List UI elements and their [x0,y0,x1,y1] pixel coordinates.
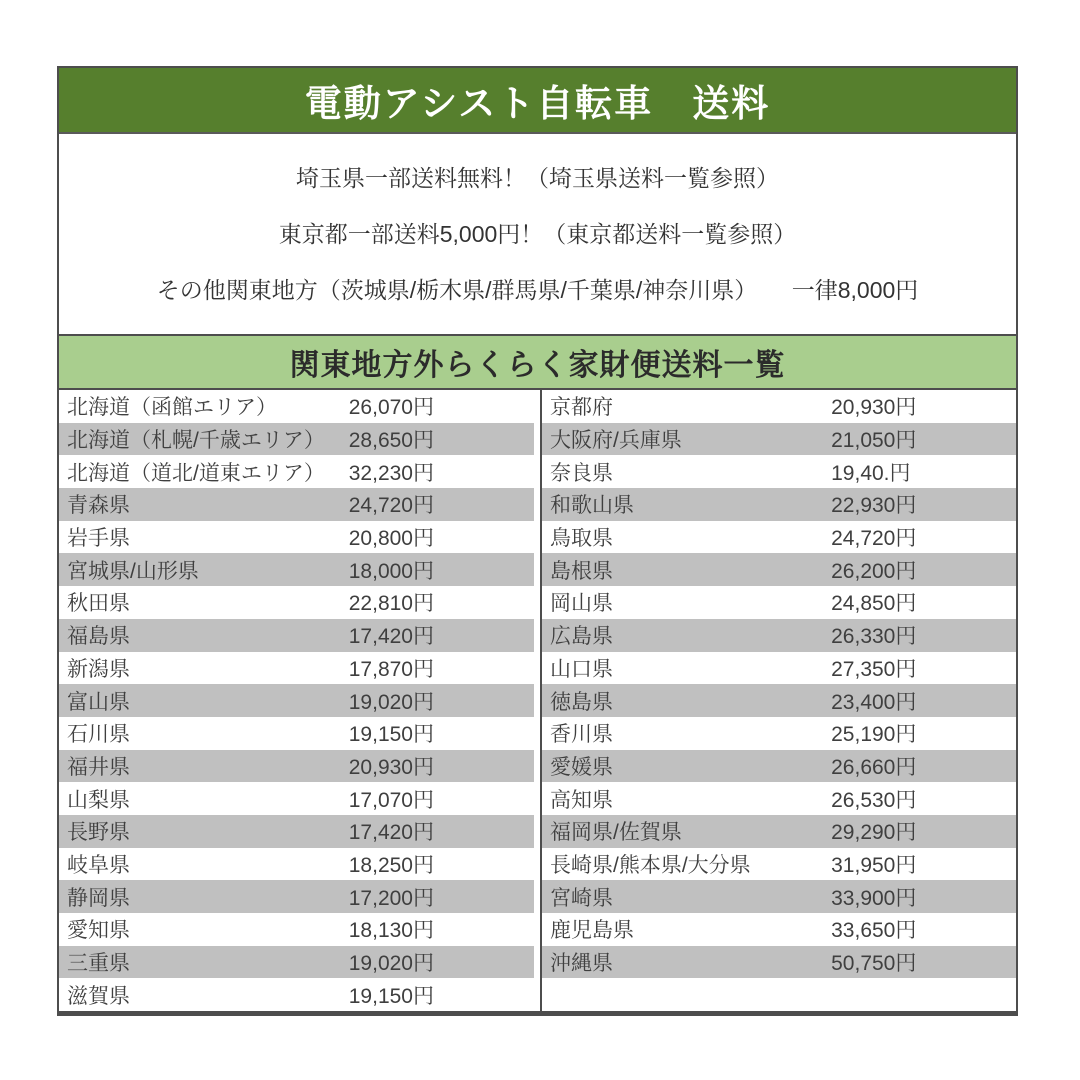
table-row [59,390,534,423]
price-cell: 19,020円 [348,952,434,976]
region-cell: 愛媛県 [550,755,613,779]
region-cell: 和歌山県 [550,494,634,518]
fee-table [59,390,1016,1014]
price-cell: 31,950円 [831,853,917,877]
price-cell: 26,200円 [831,559,917,583]
region-cell: 石川県 [67,723,130,747]
price-cell: 17,420円 [348,625,434,649]
price-cell: 20,800円 [348,527,434,551]
price-cell: 26,660円 [831,755,917,779]
region-cell: 京都府 [550,396,613,420]
table-row [542,521,1016,554]
price-cell: 26,330円 [831,625,917,649]
region-cell: 徳島県 [550,690,613,714]
title-bar [59,68,1016,134]
price-cell: 17,070円 [348,788,434,812]
table-row [59,423,534,456]
price-cell: 20,930円 [348,755,434,779]
region-cell: 岩手県 [67,527,130,551]
table-row [542,978,1016,1011]
table-row [59,553,534,586]
fee-table-right-column [540,390,1016,1011]
table-row [59,946,534,979]
price-cell: 19,150円 [348,723,434,747]
table-section-header [59,334,1016,390]
region-cell: 福岡県/佐賀県 [550,821,682,845]
table-row [542,586,1016,619]
price-cell: 17,870円 [348,657,434,681]
table-row [59,913,534,946]
table-row [59,978,534,1011]
note-saitama: 埼玉県一部送料無料！（埼玉県送料一覧参照） [296,164,779,191]
region-cell: 山口県 [550,657,613,681]
region-cell: 岐阜県 [67,853,130,877]
table-row [542,848,1016,881]
region-cell: 広島県 [550,625,613,649]
table-row [542,717,1016,750]
region-cell: 大阪府/兵庫県 [550,429,682,453]
region-cell: 鳥取県 [550,527,613,551]
region-cell: 山梨県 [67,788,130,812]
region-cell: 北海道（札幌/千歳エリア） [67,429,325,453]
table-row [59,521,534,554]
price-cell: 28,650円 [348,429,434,453]
page-title: 電動アシスト自転車 送料 [304,83,771,124]
price-cell: 32,230円 [348,461,434,485]
note-tokyo: 東京都一部送料5,000円！（東京都送料一覧参照） [278,220,797,247]
table-row [59,717,534,750]
price-cell: 29,290円 [831,821,917,845]
region-cell: 秋田県 [67,592,130,616]
price-cell: 24,720円 [831,527,917,551]
table-row [542,488,1016,521]
region-cell: 三重県 [67,952,130,976]
region-cell: 高知県 [550,788,613,812]
table-row [59,750,534,783]
table-row [542,455,1016,488]
price-cell: 20,930円 [831,396,917,420]
region-cell: 宮城県/山形県 [67,559,199,583]
table-row [59,848,534,881]
fee-table-left-column [59,390,540,1011]
price-cell: 17,200円 [348,886,434,910]
table-row [542,684,1016,717]
region-cell: 沖縄県 [550,952,613,976]
table-row [59,684,534,717]
table-row [542,750,1016,783]
price-cell: 18,250円 [348,853,434,877]
table-row [59,652,534,685]
region-cell: 長崎県/熊本県/大分県 [550,853,751,877]
region-cell: 島根県 [550,559,613,583]
table-row [542,782,1016,815]
price-cell: 17,420円 [348,821,434,845]
table-row [59,782,534,815]
price-cell: 24,720円 [348,494,434,518]
table-row [542,946,1016,979]
price-cell: 19,020円 [348,690,434,714]
table-row [542,652,1016,685]
price-cell: 26,530円 [831,788,917,812]
price-cell: 33,650円 [831,919,917,943]
region-cell: 静岡県 [67,886,130,910]
table-row [542,913,1016,946]
region-cell: 奈良県 [550,461,613,485]
region-cell: 新潟県 [67,657,130,681]
price-cell: 27,350円 [831,657,917,681]
price-cell: 23,400円 [831,690,917,714]
region-cell: 鹿児島県 [550,919,634,943]
table-row [59,488,534,521]
price-cell: 26,070円 [348,396,434,420]
region-cell: 青森県 [67,494,130,518]
price-cell: 22,930円 [831,494,917,518]
fee-sheet [57,66,1018,1016]
table-row [542,423,1016,456]
price-cell: 19,40.円 [831,461,911,485]
region-cell: 滋賀県 [67,984,130,1008]
table-section-title: 関東地方外らくらく家財便送料一覧 [289,349,786,382]
table-row [59,619,534,652]
table-row [59,586,534,619]
price-cell: 22,810円 [348,592,434,616]
table-row [542,815,1016,848]
region-cell: 北海道（函館エリア） [67,396,277,420]
table-row [542,619,1016,652]
table-row [59,815,534,848]
table-row [59,455,534,488]
table-row [542,553,1016,586]
price-cell: 33,900円 [831,886,917,910]
price-cell: 21,050円 [831,429,917,453]
region-cell: 愛知県 [67,919,130,943]
region-cell: 福島県 [67,625,130,649]
price-cell: 24,850円 [831,592,917,616]
region-cell: 富山県 [67,690,130,714]
table-row [542,880,1016,913]
notes-section [59,134,1016,334]
region-cell: 福井県 [67,755,130,779]
table-row [59,880,534,913]
price-cell: 18,130円 [348,919,434,943]
note-kanto-other: その他関東地方（茨城県/栃木県/群馬県/千葉県/神奈川県） 一律8,000円 [156,276,919,303]
region-cell: 香川県 [550,723,613,747]
price-cell: 25,190円 [831,723,917,747]
table-row [542,390,1016,423]
price-cell: 50,750円 [831,952,917,976]
region-cell: 宮崎県 [550,886,613,910]
price-cell: 19,150円 [348,984,434,1008]
region-cell: 長野県 [67,821,130,845]
price-cell: 18,000円 [348,559,434,583]
region-cell: 北海道（道北/道東エリア） [67,461,325,485]
region-cell: 岡山県 [550,592,613,616]
